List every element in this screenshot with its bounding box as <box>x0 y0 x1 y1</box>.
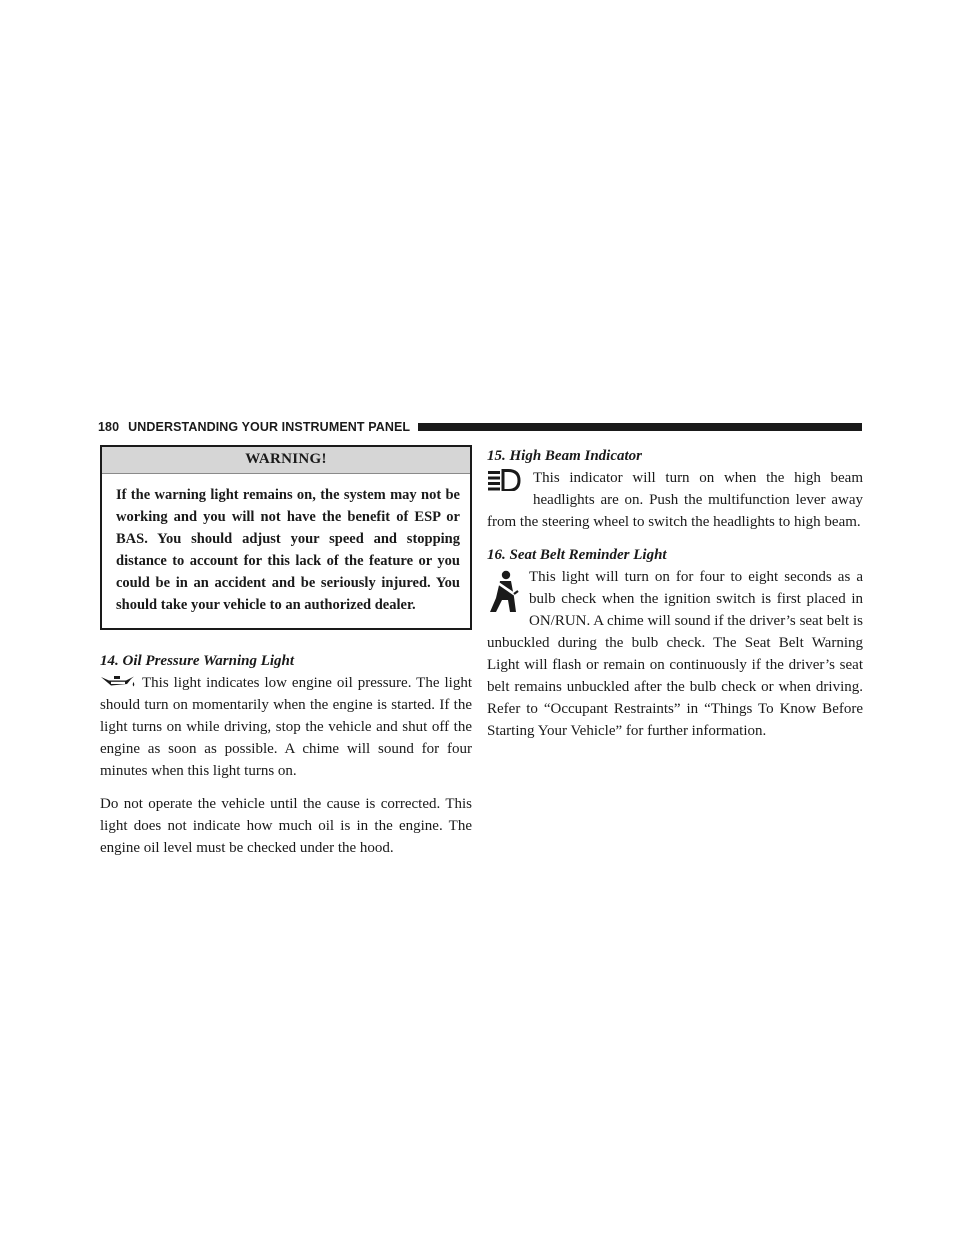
section-heading-high-beam: 15. High Beam Indicator <box>487 448 643 464</box>
section-heading-oil-pressure: 14. Oil Pressure Warning Light <box>100 653 295 669</box>
left-column <box>100 445 472 859</box>
seat-belt-paragraph <box>487 566 863 742</box>
oil-pressure-paragraph-2: Do not operate the vehicle until the cause is corrected. This light does not indicate how much oil is in the engine. The engine oil level must be checked under the hood. <box>100 796 472 856</box>
right-column <box>487 445 863 742</box>
section-heading-seat-belt: 16. Seat Belt Reminder Light <box>487 547 667 563</box>
oil-pressure-text: This light indicates low engine oil pressure. The light should turn on momentarily when the engine is started. If the light turns on while driving, stop the vehicle and shut off the engine as soon as possible. A chime will sound for four minutes when this light turns on. <box>100 675 472 779</box>
high-beam-paragraph <box>487 467 863 533</box>
page-header <box>98 418 862 436</box>
high-beam-icon <box>487 469 533 493</box>
warning-title: WARNING! <box>102 447 470 474</box>
warning-box <box>100 445 472 630</box>
section-seat-belt <box>487 544 863 742</box>
high-beam-text: This indicator will turn on when the high beam headlights are on. Push the multifunction lever away from the steering wheel to switch the headlights to high beam. <box>487 470 863 530</box>
section-high-beam <box>487 445 863 533</box>
oil-pressure-paragraph <box>100 672 472 782</box>
header-rule <box>418 423 862 431</box>
page-number: 180 <box>98 420 120 434</box>
section-oil-pressure <box>100 650 472 859</box>
oil-pressure-icon <box>100 674 142 694</box>
seat-belt-icon <box>487 570 529 618</box>
seat-belt-text: This light will turn on for four to eight seconds as a bulb check when the ignition switch is first placed in ON/RUN. A chime will sound if the driver’s seat belt is unbuckled during the bulb check. The Seat Belt Warning Light will flash or remain on continuously if the driver’s seat belt remains unbuckled after the bulb check or when driving. Refer to “Occupant Restraints” in “Things To Know Before Starting Your Vehicle” for further information. <box>487 569 863 739</box>
warning-body: If the warning light remains on, the system may not be working and you will not have the benefit of ESP or BAS. You should adjust your speed and stopping distance to account for this lack of the feature or you could be in an accident and be seriously injured. You should take your vehicle to an authorized dealer. <box>116 487 460 613</box>
section-title: UNDERSTANDING YOUR INSTRUMENT PANEL <box>128 420 411 434</box>
